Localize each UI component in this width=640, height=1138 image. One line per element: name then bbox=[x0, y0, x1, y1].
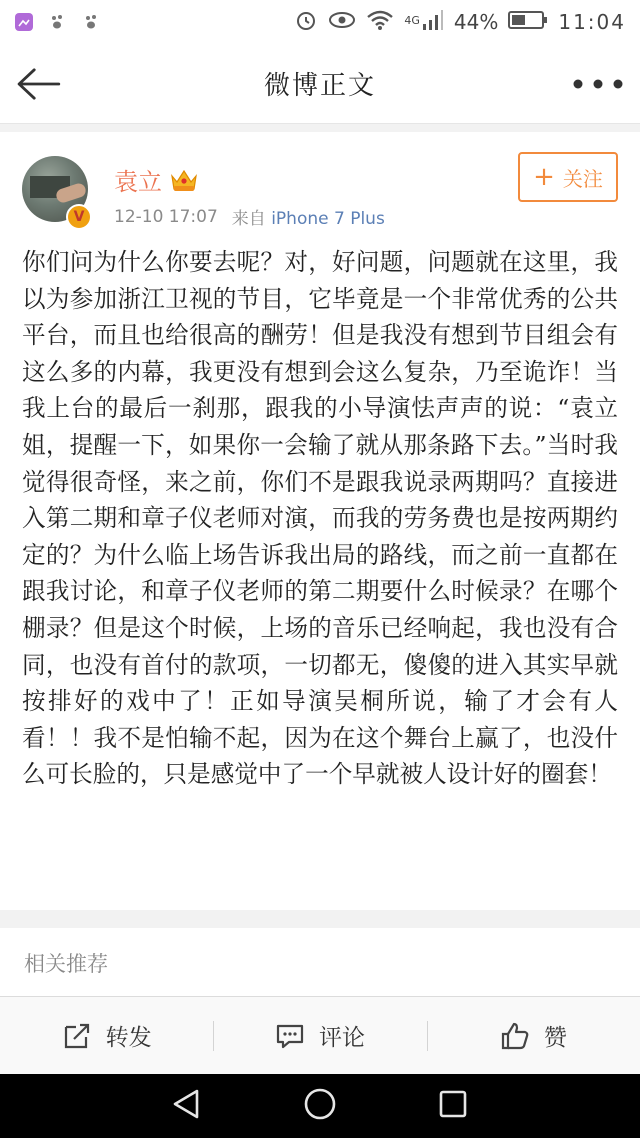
paw-notification-icon bbox=[48, 12, 68, 32]
related-title: 相关推荐 bbox=[24, 952, 108, 976]
system-recents-button[interactable] bbox=[435, 1086, 471, 1126]
status-bar bbox=[0, 0, 640, 44]
clock: 11:04 bbox=[558, 10, 626, 34]
network-type: 4G bbox=[404, 13, 420, 27]
comment-label: 评论 bbox=[318, 1025, 365, 1051]
battery-icon bbox=[508, 9, 548, 36]
post-card bbox=[0, 132, 640, 910]
like-label: 赞 bbox=[543, 1025, 567, 1051]
post-source-link[interactable]: iPhone 7 Plus bbox=[271, 209, 385, 229]
follow-button[interactable] bbox=[518, 152, 618, 202]
signal-icon bbox=[422, 9, 444, 36]
page-title: 微博正文 bbox=[263, 71, 376, 101]
source-prefix: 来自 bbox=[231, 209, 266, 229]
share-icon bbox=[62, 1021, 92, 1051]
crown-member-icon[interactable] bbox=[170, 167, 198, 193]
post-timestamp: 12-10 17:07 bbox=[114, 206, 218, 227]
system-navigation-bar bbox=[0, 1074, 640, 1138]
system-home-button[interactable] bbox=[302, 1086, 338, 1126]
author-name[interactable]: 袁立 bbox=[114, 168, 162, 196]
system-back-button[interactable] bbox=[169, 1086, 205, 1126]
plus-icon: + bbox=[533, 162, 555, 192]
arrow-left-icon bbox=[15, 67, 61, 101]
related-section bbox=[0, 928, 640, 996]
top-nav-bar bbox=[0, 44, 640, 124]
paw-notification-icon bbox=[82, 12, 102, 32]
like-button[interactable] bbox=[427, 997, 640, 1074]
more-dots-icon bbox=[572, 78, 624, 90]
comment-icon bbox=[275, 1021, 305, 1051]
post-action-bar bbox=[0, 996, 640, 1074]
post-body-text: 你们问为什么你要去呢？对，好问题，问题就在这里，我以为参加浙江卫视的节目，它毕竟是一个非常优秀的公共平台，而且也给很高的酬劳！但是我没有想到节目组会有这么多的内幕，我更没有想到会这么复杂，乃至诡诈！当我上台的最后一刹那，跟我的小导演怯声声的说：“袁立姐，提醒一下，如果你一会输了就从那条路下去。”当时我觉得很奇怪，来之前，你们不是跟我说录两期吗？直接进入第二期和章子仪老师对演，而我的劳务费也是按两期约定的？为什么临上场告诉我出局的路线，而之前一直都在跟我讨论，和章子仪老师的第二期要什么时候录？在哪个棚录？但是这个时候，上场的音乐已经响起，我也没有合同，也没有首付的款项，一切都无，傻傻的进入其实早就按排好的戏中了！正如导演吴桐所说，输了才会有人看！！我不是怕输不起，因为在这个舞台上赢了，也没什么可长脸的，只是感觉中了一个早就被人设计好的圈套！ bbox=[22, 248, 618, 789]
triangle-back-icon bbox=[169, 1086, 205, 1122]
post-meta bbox=[114, 204, 385, 229]
square-recents-icon bbox=[435, 1086, 471, 1122]
battery-percent: 44% bbox=[453, 10, 499, 34]
repost-label: 转发 bbox=[105, 1025, 152, 1051]
wifi-icon bbox=[366, 9, 394, 36]
thumbs-up-icon bbox=[500, 1021, 530, 1051]
eye-icon bbox=[328, 10, 356, 35]
comment-button[interactable] bbox=[213, 997, 426, 1074]
follow-label: 关注 bbox=[562, 166, 603, 191]
gallery-notification-icon bbox=[14, 12, 34, 32]
verified-badge-icon: V bbox=[66, 204, 92, 230]
more-button[interactable] bbox=[572, 64, 624, 104]
repost-button[interactable] bbox=[0, 997, 213, 1074]
back-button[interactable] bbox=[14, 62, 62, 106]
circle-home-icon bbox=[302, 1086, 338, 1122]
alarm-icon bbox=[294, 8, 318, 37]
